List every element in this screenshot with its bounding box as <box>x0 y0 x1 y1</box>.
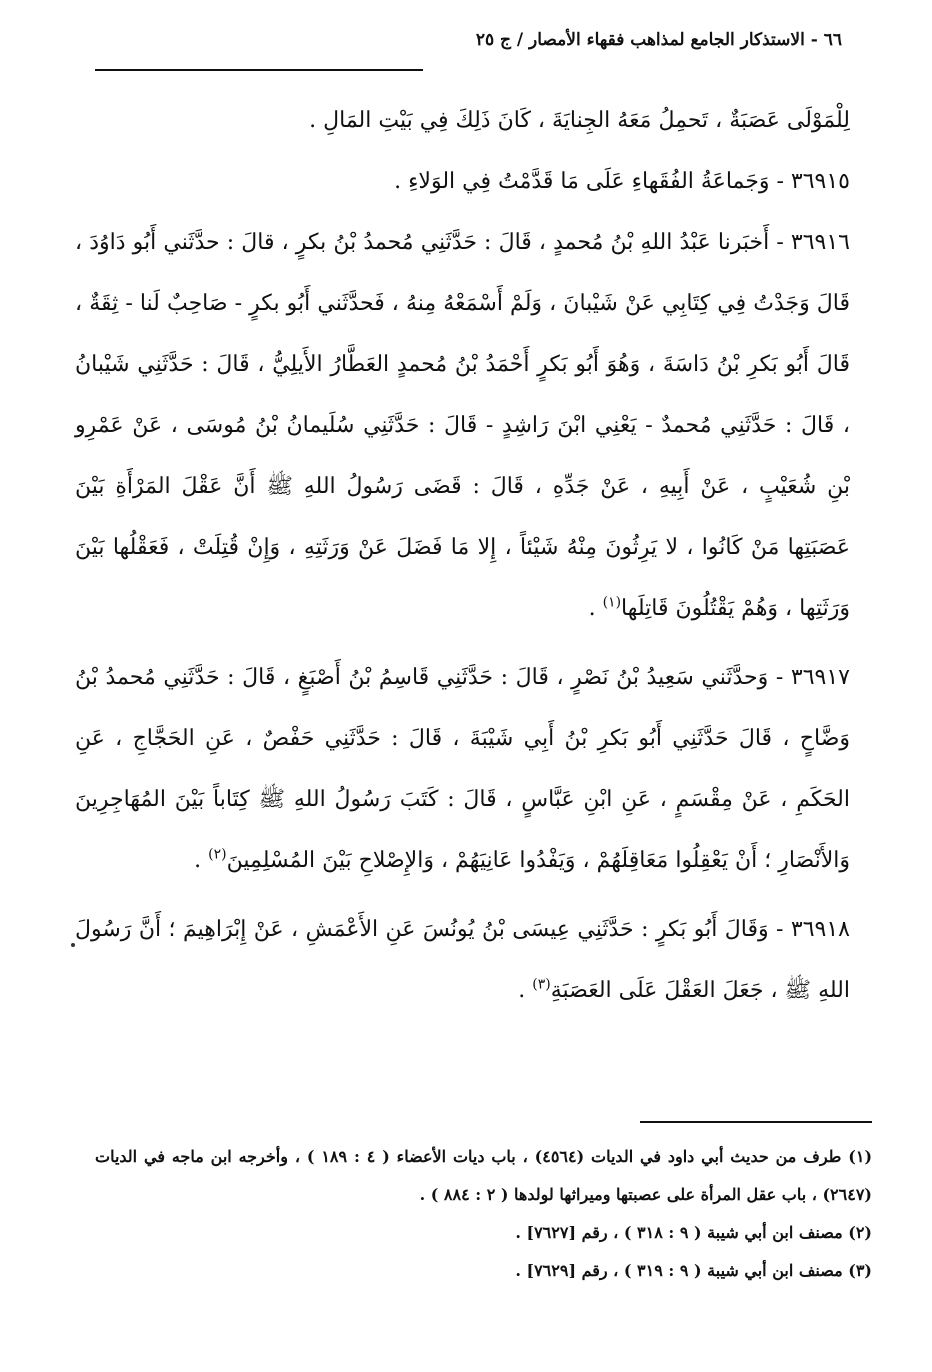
footnote-ref-1: (١) <box>602 594 622 611</box>
footnote-ref-3: (٣) <box>532 976 551 993</box>
paragraph-text: ٣٦٩١٨ - وَقَالَ أَبُو بَكرٍ : حَدَّثَنِي عِيسَى بْنُ يُونُسَ عَنِ الأَعْمَشِ ، عَنْ إِبْرَاهِيمَ ؛ أَنَّ رَسُولَ اللهِ ﷺ ، جَعَلَ العَقْلَ عَلَى العَصَبَةِ <box>75 917 850 1003</box>
footnote-2: (٢) مصنف ابن أبي شيبة ( ٩ : ٣١٨ ) ، رقم [٧٦٢٧] . <box>515 1223 872 1242</box>
paragraph-text: ٣٦٩١٧ - وَحدَّثَني سَعِيدُ بْنُ نَصْرٍ ، قَالَ : حَدَّثَنِي قَاسِمُ بْنُ أَصْبَغٍ ، قَالَ : حَدَّثَنِي مُحمدُ بْنُ وَضَّاحٍ ، قَالَ حَدَّثَنِي أَبُو بَكرِ بْنُ أَبِي شَيْبَةَ ، قَالَ : حَدَّثَنِي حَفْصٌ ، عَنِ الحَجَّاجِ ، عَنِ الحَكَمِ ، عَنْ مِقْسَمٍ ، عَنِ ابْنِ عَبَّاسٍ ، قَالَ : كَتَبَ رَسُولُ اللهِ ﷺ كِتَاباً بَيْنَ المُهَاجِرِينَ وَالأَنْصَارِ ؛ أَنْ يَعْقِلُوا مَعَاقِلَهُمْ ، وَيَفْدُوا عَانِيَهُمْ ، وَالإِصْلاحِ بَيْنَ المُسْلِمِينَ <box>75 665 850 873</box>
footnotes <box>95 1138 872 1290</box>
paragraph-tail: . <box>194 848 209 873</box>
paragraph-36915 <box>75 151 850 212</box>
footnote-separator <box>640 1121 872 1123</box>
footnote-ref-2: (٢) <box>208 846 227 863</box>
footnote-3: (٣) مصنف ابن أبي شيبة ( ٩ : ٣١٩ ) ، رقم [٧٦٢٩] . <box>515 1261 872 1280</box>
paragraph-36917 <box>75 647 850 891</box>
running-head: ٦٦ - الاستذكار الجامع لمذاهب فقهاء الأمصار / ج ٢٥ <box>475 30 842 50</box>
paragraph-36916 <box>75 212 850 639</box>
paragraph-text: ٣٦٩١٦ - أَخبَرنا عَبْدُ اللهِ بْنُ مُحمدٍ ، قَالَ : حَدَّثَنِي مُحمدُ بْنُ بكرٍ ، قالَ : حدَّثَني أَبُو دَاوُدَ ، قَالَ وَجَدْتُ فِي كِتَابِي عَنْ شَيْبانَ ، وَلَمْ أَسْمَعْهُ مِنهُ ، فَحدَّثَني أَبُو بكرٍ - صَاحِبٌ لَنا - ثِقَةٌ ، قَالَ أَبُو بَكرِ بْنُ دَاسَةَ ، وَهُوَ أَبُو بَكرٍ أَحْمَدُ بْنُ مُحمدٍ العَطَّارُ الأَيلِيُّ ، قَالَ : حَدَّثَنِي شَيْبانُ ، قَالَ : حَدَّثَنِي مُحمدٌ - يَعْنِي ابْنَ رَاشِدٍ - قَالَ : حَدَّثَنِي سُلَيمانُ بْنُ مُوسَى ، عَنْ عَمْرِو بْنِ شُعَيْبٍ ، عَنْ أَبِيهِ ، عَنْ جَدِّهِ ، قَالَ : قَضَى رَسُولُ اللهِ ﷺ أَنَّ عَقْلَ المَرْأَةِ بَيْنَ عَصَبَتِها مَنْ كَانُوا ، لا يَرِثُونَ مِنْهُ شَيْئاً ، إِلا مَا فَضَلَ عَنْ وَرَثَتِهِ ، وَإِنْ قُتِلَتْ ، فَعَقْلُها بَيْنَ وَرَثَتِها ، وَهُمْ يَقْتُلُونَ قَاتِلَها <box>75 230 850 621</box>
paragraph-36918 <box>75 899 850 1021</box>
paragraph-text: ٣٦٩١٥ - وَجَماعَةُ الفُقَهاءِ عَلَى مَا قَدَّمْتُ فِي الوَلاءِ . <box>394 169 850 194</box>
footnote-1: (١) طرف من حديث أبي داود في الديات (٤٥٦٤) ، باب ديات الأعضاء ( ٤ : ١٨٩ ) ، وأخرجه ابن ماجه في الديات (٢٦٤٧) ، باب عقل المرأة على عصبتها وميراثها لولدها ( ٢ : ٨٨٤ ) . <box>95 1147 873 1204</box>
paragraph-tail: . <box>518 978 533 1003</box>
scan-speck <box>71 943 75 947</box>
paragraph-tail: . <box>588 596 603 621</box>
paragraph-text: لِلْمَوْلَى عَصَبَةٌ ، تَحمِلُ مَعَهُ الجِنايَةَ ، كَانَ ذَلِكَ فِي بَيْتِ المَالِ . <box>309 108 850 133</box>
paragraph-continuation <box>75 90 850 151</box>
main-text <box>75 90 850 1021</box>
header-rule <box>95 69 423 71</box>
